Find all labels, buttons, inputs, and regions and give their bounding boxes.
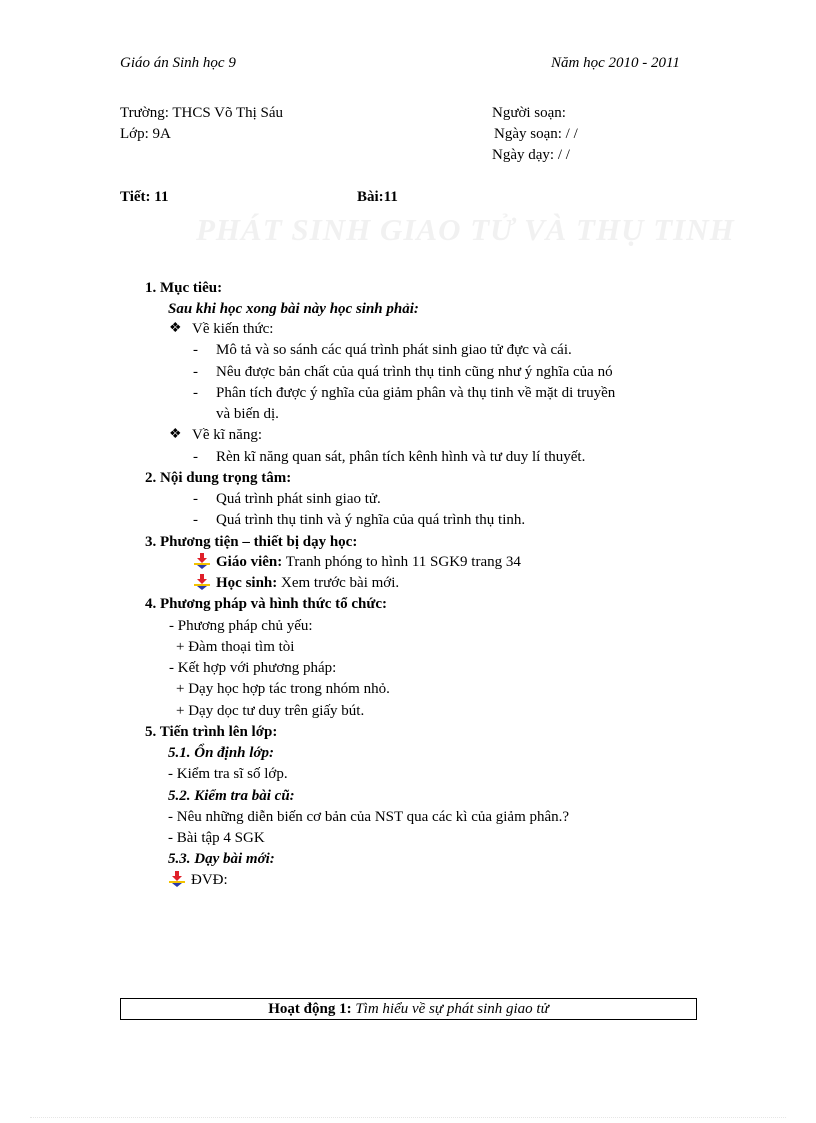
section-1-heading: 1. Mục tiêu:: [145, 280, 223, 296]
arrow-bullet-icon: [194, 574, 210, 590]
subsection-5-1: 5.1. Ổn định lớp:: [168, 745, 274, 761]
section-3-heading: 3. Phương tiện – thiết bị dạy học:: [145, 534, 358, 550]
dash-bullet-icon: -: [193, 364, 198, 380]
arrow-bullet-icon: [169, 871, 185, 887]
section-5-heading: 5. Tiến trình lên lớp:: [145, 724, 278, 740]
knowledge-item-3-cont: và biến dị.: [216, 406, 279, 422]
activity-text: Tìm hiểu về sự phát sinh giao tử: [351, 1001, 549, 1017]
activity-box: [120, 998, 697, 1020]
student-label: Học sinh:: [216, 575, 278, 591]
dash-bullet-icon: -: [193, 385, 198, 401]
page-bottom-divider: [30, 1117, 786, 1118]
dash-bullet-icon: -: [193, 342, 198, 358]
diamond-bullet-icon: ❖: [169, 321, 182, 336]
section-1-intro: Sau khi học xong bài này học sinh phải:: [168, 301, 419, 317]
lesson-period: Tiết: 11: [120, 189, 169, 205]
knowledge-item-3: Phân tích được ý nghĩa của giảm phân và thụ tinh về mặt di truyền: [216, 385, 616, 401]
student-text: Xem trước bài mới.: [277, 575, 400, 591]
student-line: [216, 576, 399, 591]
dash-bullet-icon: -: [193, 449, 198, 465]
method-line-3: - Kết hợp với phương pháp:: [169, 660, 337, 676]
arrow-bullet-icon: [194, 553, 210, 569]
prep-date: Ngày soạn: / /: [494, 126, 578, 142]
knowledge-label: Về kiến thức:: [192, 321, 274, 337]
lesson-number: Bài:11: [357, 189, 398, 205]
method-line-4: + Dạy học hợp tác trong nhóm nhỏ.: [176, 681, 390, 697]
lesson-title: PHÁT SINH GIAO TỬ VÀ THỤ TINH: [196, 212, 735, 247]
teacher-line: [216, 555, 521, 570]
method-line-5: + Dạy dọc tư duy trên giấy bút.: [176, 703, 365, 719]
school-name: Trường: THCS Võ Thị Sáu: [120, 105, 284, 121]
teach-date: Ngày dạy: / /: [492, 147, 570, 163]
core-item-2: Quá trình thụ tinh và ý nghĩa của quá trình thụ tinh.: [216, 512, 526, 528]
subsection-5-2-text-2: - Bài tập 4 SGK: [168, 830, 265, 846]
header-left: Giáo án Sinh học 9: [120, 55, 236, 71]
subsection-5-3: 5.3. Dạy bài mới:: [168, 851, 275, 867]
subsection-5-2: 5.2. Kiểm tra bài cũ:: [168, 788, 295, 804]
teacher-label: Giáo viên:: [216, 554, 283, 570]
core-item-1: Quá trình phát sinh giao tử.: [216, 491, 381, 507]
header-right: Năm học 2010 - 2011: [551, 55, 680, 71]
method-line-2: + Đàm thoại tìm tòi: [176, 639, 295, 655]
author-label: Người soạn:: [492, 105, 566, 121]
activity-label: Hoạt động 1:: [268, 1001, 352, 1017]
skill-item-1: Rèn kĩ năng quan sát, phân tích kênh hình và tư duy lí thuyết.: [216, 449, 586, 465]
teacher-text: Tranh phóng to hình 11 SGK9 trang 34: [282, 554, 521, 570]
class-name: Lớp: 9A: [120, 126, 171, 142]
skills-label: Về kĩ năng:: [192, 427, 262, 443]
section-2-heading: 2. Nội dung trọng tâm:: [145, 470, 292, 486]
subsection-5-1-text: - Kiểm tra sĩ số lớp.: [168, 766, 288, 782]
knowledge-item-1: Mô tả và so sánh các quá trình phát sinh giao tử đực và cái.: [216, 342, 572, 358]
activity-title: [121, 1002, 696, 1017]
subsection-5-2-text-1: - Nêu những diễn biến cơ bản của NST qua các kì của giảm phân.?: [168, 809, 570, 825]
subsection-5-3-text: ĐVĐ:: [191, 872, 228, 888]
dash-bullet-icon: -: [193, 491, 198, 507]
knowledge-item-2: Nêu được bản chất của quá trình thụ tinh cũng như ý nghĩa của nó: [216, 364, 613, 380]
method-line-1: - Phương pháp chủ yếu:: [169, 618, 313, 634]
dash-bullet-icon: -: [193, 512, 198, 528]
section-4-heading: 4. Phương pháp và hình thức tổ chức:: [145, 596, 388, 612]
diamond-bullet-icon: ❖: [169, 427, 182, 442]
